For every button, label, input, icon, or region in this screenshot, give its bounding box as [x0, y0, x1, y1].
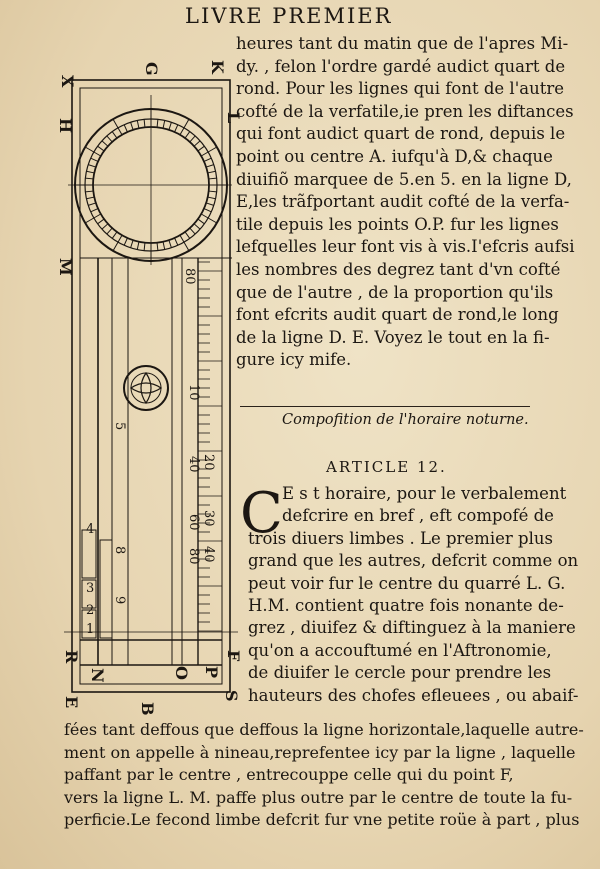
- scale-num-3: 3: [86, 581, 95, 596]
- text-line: paffant par le centre , entrecouppe celle qui du point F,: [64, 765, 514, 784]
- ring-tick: [194, 141, 200, 146]
- text-line: E,les trãfportant audit cofté de la verfa-: [236, 192, 570, 212]
- text-line: qui font audict quart de rond, depuis le: [236, 124, 566, 144]
- scale-num-40b: 40: [201, 546, 216, 563]
- text-line: perficie.Le fecond limbe defcrit fur vne petite roüe à part , plus: [64, 810, 580, 829]
- ring-tick: [98, 146, 104, 151]
- label-k: K: [208, 60, 227, 74]
- scale-num-8: 8: [112, 546, 127, 555]
- scale-num-10: 10: [186, 384, 201, 401]
- ring-tick: [102, 141, 108, 146]
- scale-num-40: 40: [186, 456, 201, 473]
- ring-tick: [85, 178, 93, 179]
- text-line: fées tant deffous que deffous la ligne horizontale,laquelle autre-: [64, 720, 584, 739]
- text-line: rond. Pour les lignes qui font de l'autre: [236, 79, 564, 99]
- ring-tick: [88, 165, 96, 167]
- text-line: ment on appelle à nineau,reprefentee icy par la ligne , laquelle: [64, 742, 576, 762]
- ring-tick: [208, 197, 216, 199]
- text-line: H.M. contient quatre fois nonante de-: [248, 596, 564, 615]
- running-header: LIVRE PREMIER: [185, 4, 393, 28]
- ring-tick: [91, 158, 98, 161]
- label-n: N: [88, 668, 107, 683]
- ring-tick: [209, 191, 217, 192]
- text-line: grez , diuifez & diftinguez à la maniere: [248, 618, 576, 638]
- text-line: que de l'autre , de la proportion qu'ils: [236, 282, 554, 302]
- text-line: defcrire en bref , eft compofé de: [282, 506, 554, 526]
- text-line: hauteurs des chofes efleuees , ou abaif-: [248, 685, 579, 705]
- ring-tick: [137, 120, 139, 128]
- ring-tick: [198, 219, 204, 224]
- text-line: dy. , felon l'ordre gardé audict quart de: [236, 56, 566, 76]
- ring-tick: [131, 122, 133, 130]
- text-line: les nombres des degrez tant d'vn cofté: [236, 260, 561, 279]
- text-line: point ou centre A. iufqu'à D,& chaque: [236, 147, 553, 166]
- text-line: de diuifer le cercle pour prendre les: [248, 663, 552, 683]
- ring-tick: [190, 228, 195, 234]
- ring-tick: [169, 240, 171, 248]
- text-line: heures tant du matin que de l'apres Mi-: [236, 34, 569, 53]
- ring-tick: [85, 191, 93, 192]
- ring-tick: [204, 158, 211, 161]
- ring-tick: [91, 209, 98, 212]
- ring-tick: [175, 125, 178, 132]
- ring-tick: [86, 171, 94, 173]
- drop-capital: C: [240, 481, 283, 546]
- scale-num-1: 1: [86, 622, 95, 637]
- label-e: E: [62, 696, 81, 709]
- label-x: X: [58, 75, 77, 88]
- ring-tick: [209, 178, 217, 179]
- ring-tick: [131, 240, 133, 248]
- scale-num-4: 4: [86, 522, 95, 537]
- label-l: L: [224, 112, 243, 124]
- ring-tick: [102, 224, 108, 229]
- ring-tick: [175, 238, 178, 245]
- ring-tick: [112, 132, 117, 138]
- label-h: H: [56, 118, 75, 134]
- text-line: diuifiõ marquee de 5.en 5. en la ligne D,: [236, 169, 572, 189]
- scale-num-80: 80: [186, 548, 201, 565]
- ring-tick: [86, 197, 94, 199]
- scale-num-5: 5: [112, 422, 127, 431]
- ring-tick: [137, 242, 139, 250]
- label-o: O: [172, 666, 191, 680]
- text-line: peut voir fur le centre du quarré L. G.: [248, 573, 566, 593]
- caption-rule-left: [240, 406, 530, 407]
- ring-tick: [194, 224, 200, 229]
- ring-tick: [163, 242, 165, 250]
- text-line: font efcrits audit quart de rond,le long: [236, 305, 559, 325]
- scale-num-2: 2: [86, 603, 95, 618]
- label-f: F: [224, 650, 243, 662]
- ring-tick: [144, 119, 145, 127]
- label-g-top: G: [142, 62, 161, 76]
- ring-tick: [185, 132, 190, 138]
- text-line: tile depuis les points O.P. fur les lignes: [236, 214, 559, 234]
- ring-tick: [169, 122, 171, 130]
- label-m: M: [56, 258, 75, 276]
- ring-tick: [208, 171, 216, 173]
- scale-num-9: 9: [112, 596, 127, 605]
- ring-tick: [144, 243, 145, 251]
- ring-tick: [206, 203, 214, 205]
- ring-tick: [157, 119, 158, 127]
- ring-tick: [98, 219, 104, 224]
- text-line: cofté de la verfatile,ie pren les diftances: [236, 101, 574, 121]
- section-caption: Compofition de l'horaire noturne.: [282, 412, 529, 428]
- ring-tick: [206, 165, 214, 167]
- text-line: grand que les autres, defcrit comme on: [248, 551, 579, 571]
- label-b: B: [138, 702, 157, 716]
- ring-tick: [198, 146, 204, 151]
- ring-tick: [107, 228, 112, 234]
- text-line: qu'on a accouftumé en l'Aftronomie,: [248, 640, 552, 660]
- ring-tick: [190, 136, 195, 142]
- label-s: S: [222, 690, 241, 702]
- ring-tick: [88, 203, 96, 205]
- ring-tick: [163, 120, 165, 128]
- label-p: P: [202, 666, 221, 679]
- text-line: vers la ligne L. M. paffe plus outre par le centre de toute la fu-: [64, 787, 573, 807]
- scale-num-20: 20: [201, 454, 216, 471]
- scale-num-60: 60: [186, 514, 201, 531]
- text-line: E s t horaire, pour le verbalement: [282, 484, 567, 503]
- scale-num-30: 30: [201, 510, 216, 527]
- text-line: trois diuers limbes . Le premier plus: [248, 528, 553, 548]
- ring-tick: [107, 136, 112, 142]
- article-heading: ARTICLE 12.: [326, 458, 447, 476]
- scale-num-80-top: 80: [182, 268, 197, 285]
- label-r: R: [62, 650, 81, 664]
- ring-tick: [185, 232, 190, 238]
- text-line: de la ligne D. E. Voyez le tout en la fi-: [236, 327, 550, 347]
- text-line: gure icy mife.: [236, 350, 352, 370]
- ring-tick: [204, 209, 211, 212]
- ring-tick: [112, 232, 117, 238]
- ring-tick: [124, 238, 127, 245]
- text-line: lefquelles leur font vis à vis.I'efcris aufsi: [236, 237, 575, 257]
- ring-tick: [157, 243, 158, 251]
- ring-tick: [124, 125, 127, 132]
